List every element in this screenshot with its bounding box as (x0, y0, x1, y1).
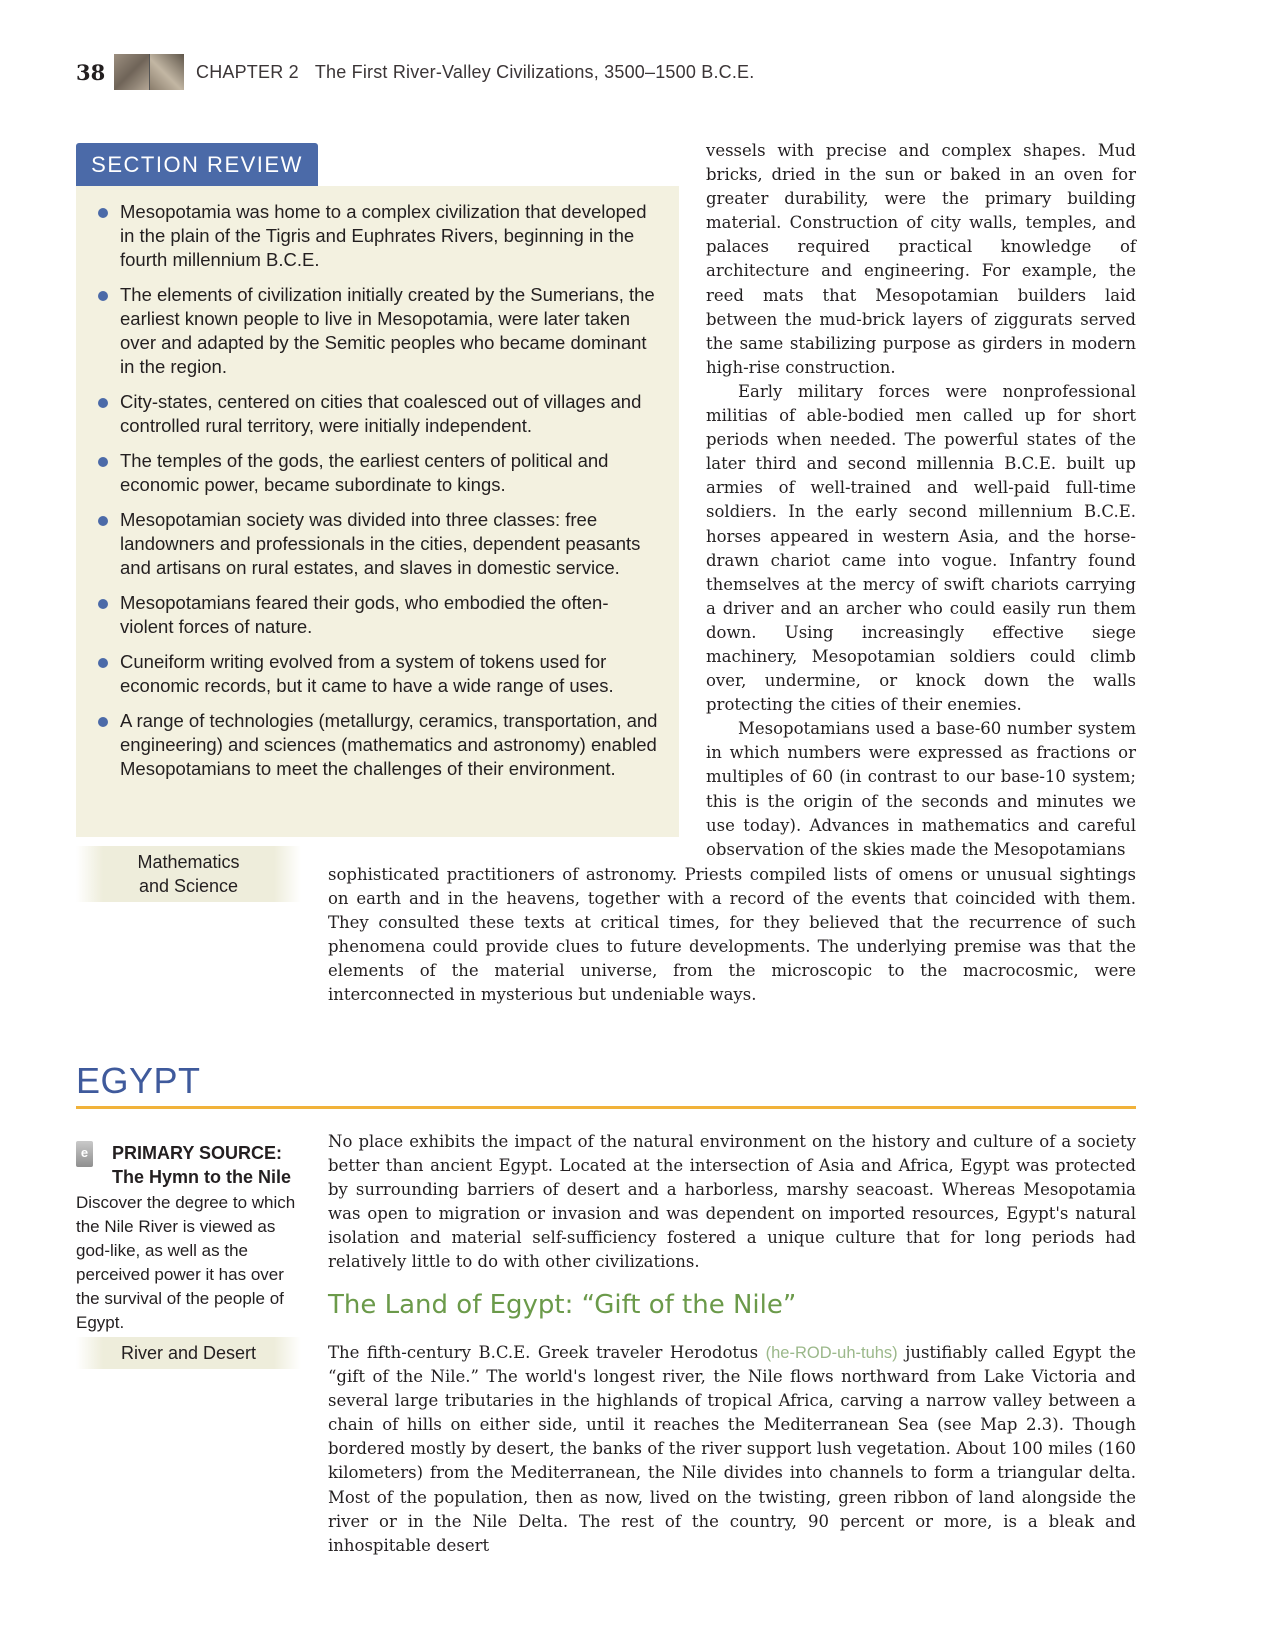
page-number: 38 (76, 59, 106, 85)
section-review-title: SECTION REVIEW (76, 143, 318, 187)
bullet-dot-icon (98, 398, 108, 408)
primary-source-description: Discover the degree to which the Nile River is viewed as god-like, as well as the perceived power it has over the survival of the people of Egypt. (76, 1193, 296, 1332)
nile-paragraph (328, 1341, 1136, 1558)
review-bullet: A range of technologies (metallurgy, ceramics, transportation, and engineering) and sciences (mathematics and astronomy) enabled Mesopotamians to meet the challenges of their environment. (96, 709, 661, 781)
review-bullet: Mesopotamia was home to a complex civilization that developed in the plain of the Tigris and Euphrates Rivers, beginning in the fourth millennium B.C.E. (96, 200, 661, 272)
bullet-dot-icon (98, 599, 108, 609)
subheading-land-of-egypt: The Land of Egypt: “Gift of the Nile” (328, 1290, 797, 1320)
pronunciation-guide: (he-ROD-uh-tuhs) (765, 1344, 898, 1362)
review-bullet: The temples of the gods, the earliest centers of political and economic power, became subordinate to kings. (96, 449, 661, 497)
chapter-label: CHAPTER 2 (196, 61, 299, 82)
egypt-intro-paragraph: No place exhibits the impact of the natural environment on the history and culture of a society better than ancient Egypt. Located at the intersection of Asia and Africa, Egypt was protected by surrounding barriers of desert and a harborless, marshy seacoast. Whereas Mesopotamia was open to migration or invasion and was dependent on imported resources, Egypt's natural isolation and material self-sufficiency fostered a unique culture that for long periods had relatively little to do with other civilizations. (328, 1132, 1136, 1272)
bullet-dot-icon (98, 457, 108, 467)
margin-tag-mathematics-science: Mathematics and Science (76, 846, 301, 902)
nile-paragraph-start: The fifth-century B.C.E. Greek traveler Herodotus (328, 1343, 759, 1362)
ebook-link-icon[interactable]: e (76, 1141, 93, 1167)
paragraph-mathematics: Mesopotamians used a base-60 number system in which numbers were expressed as fractions or multiples of 60 (in contrast to our base-10 system; this is the origin of the seconds and minutes we use today). Advances in mathematics and careful observation of the skies made the Mesopotamians (706, 719, 1136, 859)
section-review-list (96, 200, 661, 792)
review-bullet: Mesopotamian society was divided into three classes: free landowners and professionals in the cities, dependent peasants and artisans on rural estates, and slaves in domestic service. (96, 508, 661, 580)
running-header (76, 52, 754, 92)
review-bullet: City-states, centered on cities that coalesced out of villages and controlled rural territory, were initially independent. (96, 390, 661, 438)
section-heading-egypt: EGYPT (76, 1060, 201, 1101)
bullet-dot-icon (98, 291, 108, 301)
primary-source-title[interactable]: The Hymn to the Nile (112, 1167, 292, 1187)
bullet-dot-icon (98, 717, 108, 727)
chapter-thumbnail-image (114, 54, 184, 90)
chapter-title: The First River-Valley Civilizations, 3500–1500 B.C.E. (314, 61, 755, 82)
section-review-body (76, 186, 679, 837)
primary-source-label: PRIMARY SOURCE: (112, 1143, 283, 1163)
review-bullet: Mesopotamians feared their gods, who embodied the often-violent forces of nature. (96, 591, 661, 639)
nile-paragraph-rest: justifiably called Egypt the “gift of the Nile.” The world's longest river, the Nile flows northward from Lake Victoria and several large tributaries in the highlands of tropical Africa, carving a narrow valley between a chain of hills on either side, until it reaches the Mediterranean Sea (see Map 2.3). Though bordered mostly by desert, the banks of the river support lush vegetation. About 100 miles (160 kilometers) from the Mediterranean, the Nile divides into channels to form a triangular delta. Most of the population, then as now, lived on the twisting, green ribbon of land alongside the river or in the Nile Delta. The rest of the country, 90 percent or more, is a bleak and inhospitable desert (328, 1343, 1136, 1555)
astronomy-paragraph: sophisticated practitioners of astronomy. Priests compiled lists of omens or unusual sightings on earth and in the heavens, together with a record of the events that coincided with them. They consulted these texts at critical times, for they believed that the recurrence of such phenomena could provide clues to future developments. The underlying premise was that the elements of the material universe, from the microscopic to the macrocosmic, were interconnected in mysterious but undeniable ways. (328, 865, 1136, 1005)
right-column-text (706, 139, 1136, 862)
review-bullet: The elements of civilization initially created by the Sumerians, the earliest known people to live in Mesopotamia, were later taken over and adapted by the Semitic peoples who became dominant in the region. (96, 283, 661, 379)
paragraph-vessels: vessels with precise and complex shapes. Mud bricks, dried in the sun or baked in an oven for greater durability, were the primary building material. Construction of city walls, temples, and palaces required practical knowledge of architecture and engineering. For example, the reed mats that Mesopotamian builders laid between the mud-brick layers of ziggurats served the same stabilizing purpose as girders in modern high-rise construction. (706, 141, 1136, 377)
review-bullet: Cuneiform writing evolved from a system of tokens used for economic records, but it came to have a wide range of uses. (96, 650, 661, 698)
bullet-dot-icon (98, 208, 108, 218)
heading-rule (76, 1106, 1136, 1109)
bullet-dot-icon (98, 516, 108, 526)
bullet-dot-icon (98, 658, 108, 668)
paragraph-military: Early military forces were nonprofessional militias of able-bodied men called up for short periods when needed. The powerful states of the later third and second millennia B.C.E. built up armies of well-trained and well-paid full-time soldiers. In the early second millennium B.C.E. horses appeared in western Asia, and the horse-drawn chariot came into vogue. Infantry found themselves at the mercy of swift chariots carrying a driver and an archer who could easily run them down. Using increasingly effective siege machinery, Mesopotamian soldiers could climb over, undermine, or knock down the walls protecting the cities of their enemies. (706, 381, 1136, 715)
section-review-box (76, 143, 679, 837)
margin-tag-river-desert: River and Desert (76, 1337, 301, 1369)
